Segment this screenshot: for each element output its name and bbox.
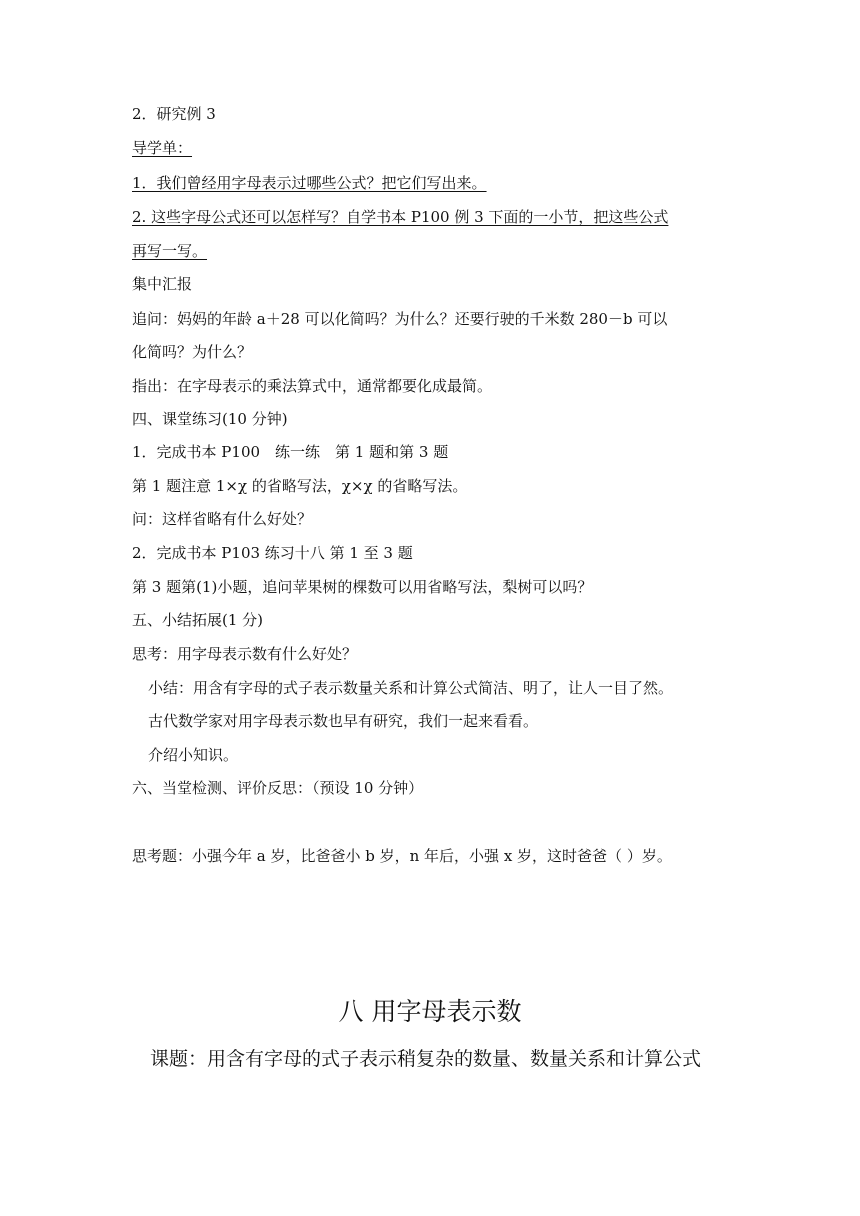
study-guide-label-text: 导学单：	[132, 139, 193, 157]
study-guide-item-1-text: 1．我们曾经用字母表示过哪些公式？把它们写出来。	[132, 174, 487, 192]
study-guide-item-2	[132, 207, 668, 227]
point-out-text: 指出：在字母表示的乘法算式中，通常都要化成最简。	[132, 377, 493, 395]
section-heading-practice: 四、课堂练习(10 分钟)	[132, 410, 288, 428]
practice-item-1: 1．完成书本 P100 练一练 第 1 题和第 3 题	[132, 443, 449, 461]
study-guide-item-1	[132, 173, 487, 193]
practice-question: 问：这样省略有什么好处？	[132, 510, 313, 528]
section-heading-assessment: 六、当堂检测、评价反思：（预设 10 分钟）	[132, 779, 424, 797]
thinking-problem: 思考题：小强今年 a 岁，比爸爸小 b 岁，n 年后，小强 x 岁，这时爸爸（ ）岁。	[132, 847, 672, 865]
study-guide-item-2-text: 2. 这些字母公式还可以怎样写？自学书本 P100 例 3 下面的一小节，把这些公式	[132, 208, 669, 226]
introduce-knowledge: 介绍小知识。	[148, 746, 239, 764]
study-guide-item-2-continued	[132, 241, 207, 261]
think-question: 思考：用字母表示数有什么好处？	[132, 645, 358, 663]
chapter-title: 八 用字母表示数	[338, 997, 522, 1026]
study-guide-item-2-continued-text: 再写一写。	[132, 242, 208, 260]
practice-note-1: 第 1 题注意 1×χ 的省略写法，χ×χ 的省略写法。	[132, 477, 468, 495]
report-heading: 集中汇报	[132, 275, 193, 293]
practice-item-2: 2．完成书本 P103 练习十八 第 1 至 3 题	[132, 544, 413, 562]
follow-up-question-continued: 化简吗？为什么？	[132, 343, 253, 361]
history-text: 古代数学家对用字母表示数也早有研究，我们一起来看看。	[148, 712, 539, 730]
section-heading-example-3: 2．研究例 3	[132, 105, 216, 123]
practice-note-2: 第 3 题第(1)小题，追问苹果树的棵数可以用省略写法，梨树可以吗？	[132, 578, 593, 596]
summary-text: 小结：用含有字母的式子表示数量关系和计算公式简洁、明了，让人一目了然。	[148, 679, 674, 697]
study-guide-label	[132, 138, 192, 158]
lesson-topic: 课题：用含有字母的式子表示稍复杂的数量、数量关系和计算公式	[150, 1048, 702, 1070]
section-heading-summary: 五、小结拓展(1 分)	[132, 611, 264, 629]
follow-up-question: 追问：妈妈的年龄 a＋28 可以化简吗？为什么？还要行驶的千米数 280－b 可以	[132, 310, 668, 328]
